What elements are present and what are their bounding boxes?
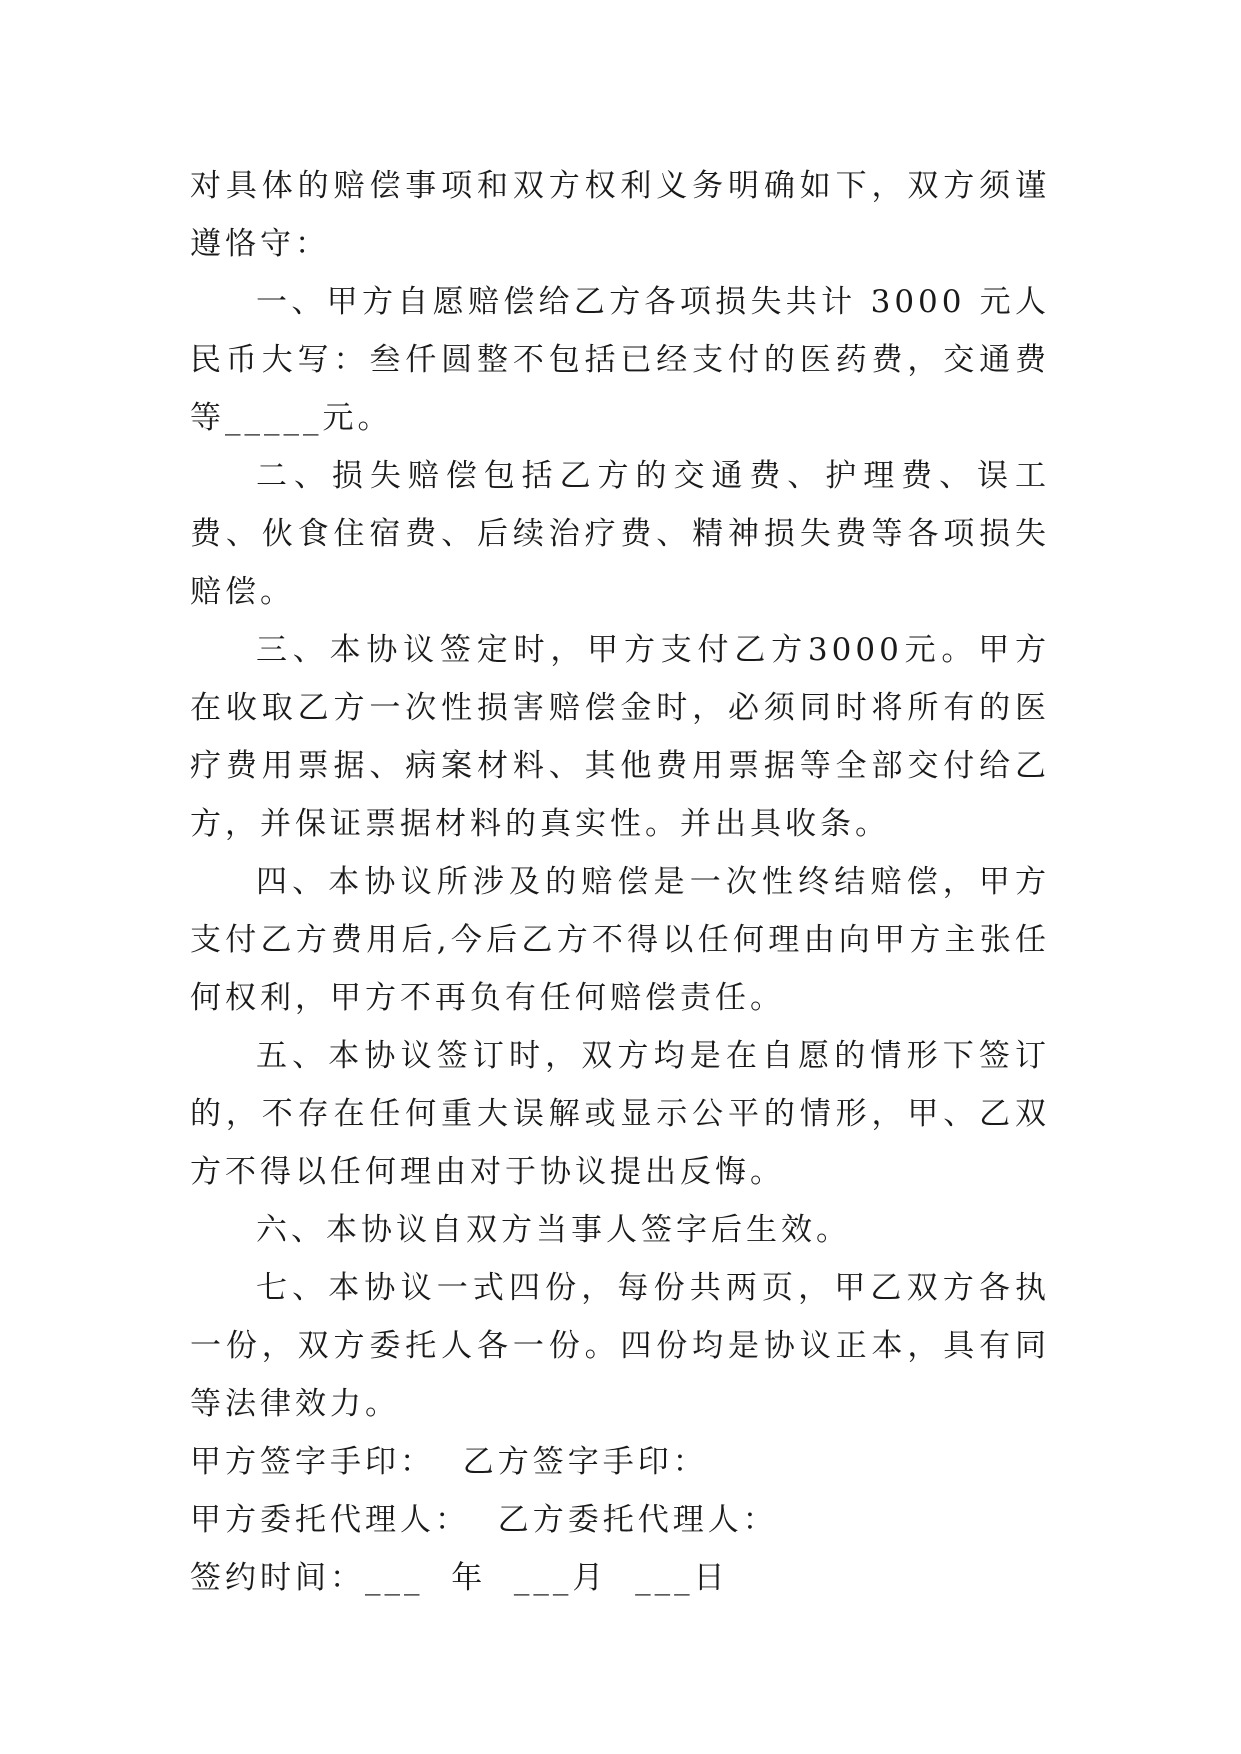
clause-7: 七、本协议一式四份，每份共两页，甲乙双方各执一份，双方委托人各一份。四份均是协议正本，具有同等法律效力。	[190, 1270, 1050, 1422]
document-body	[190, 157, 1050, 1607]
clause-4: 四、本协议所涉及的赔偿是一次性终结赔偿，甲方支付乙方费用后,今后乙方不得以任何理由向甲方主张任何权利，甲方不再负有任何赔偿责任。	[190, 864, 1050, 1016]
signing-date-line: 签约时间：___ 年 ___月 ___日	[190, 1560, 729, 1596]
signature-line-parties: 甲方签字手印： 乙方签字手印：	[190, 1444, 708, 1480]
clause-2: 二、损失赔偿包括乙方的交通费、护理费、误工费、伙食住宿费、后续治疗费、精神损失费等各项损失赔偿。	[190, 458, 1050, 610]
clause-5: 五、本协议签订时，双方均是在自愿的情形下签订的，不存在任何重大误解或显示公平的情形，甲、乙双方不得以任何理由对于协议提出反悔。	[190, 1038, 1050, 1190]
clause-6: 六、本协议自双方当事人签字后生效。	[256, 1212, 851, 1248]
paragraph-intro: 对具体的赔偿事项和双方权利义务明确如下，双方须谨遵恪守：	[190, 168, 1050, 262]
signature-line-agents: 甲方委托代理人： 乙方委托代理人：	[190, 1502, 778, 1538]
clause-1: 一、甲方自愿赔偿给乙方各项损失共计 3000 元人民币大写：叁仟圆整不包括已经支付的医药费，交通费等_____元。	[190, 284, 1050, 436]
clause-3: 三、本协议签定时，甲方支付乙方3000元。甲方在收取乙方一次性损害赔偿金时，必须同时将所有的医疗费用票据、病案材料、其他费用票据等全部交付给乙方，并保证票据材料的真实性。并出具收条。	[190, 632, 1050, 842]
